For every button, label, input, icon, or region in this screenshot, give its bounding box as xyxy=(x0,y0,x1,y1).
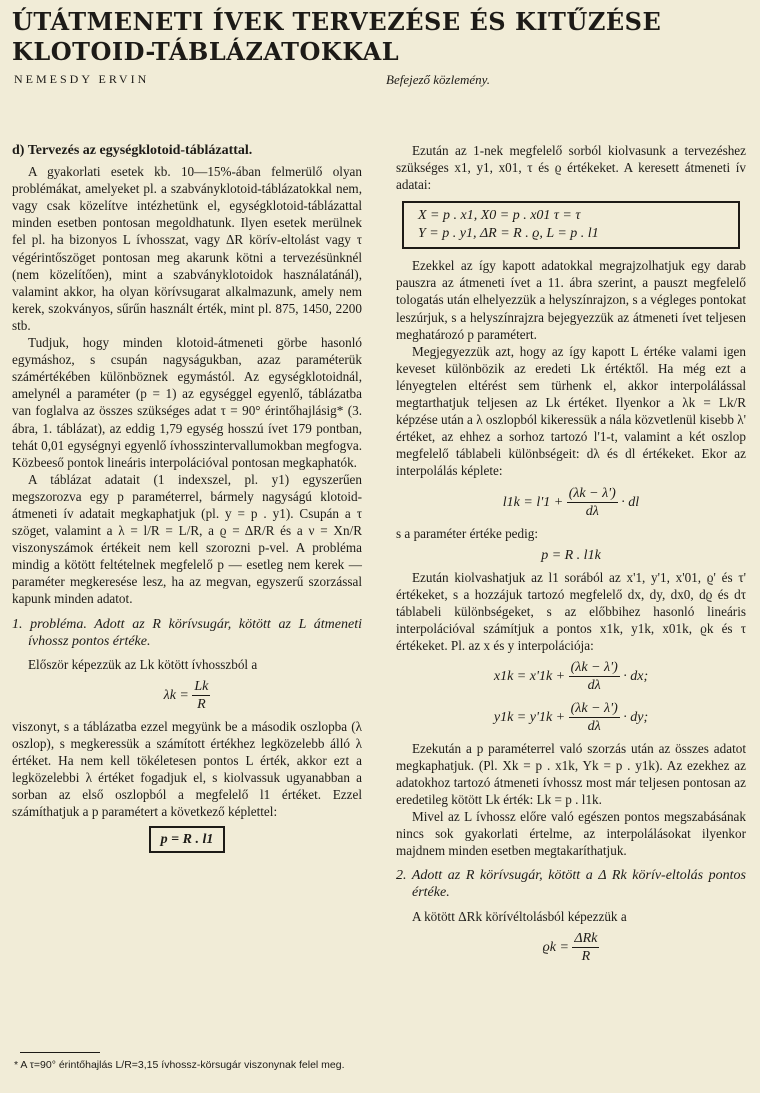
paragraph: Ezekután a p paraméterrel való szorzás után az összes adatot megkaphatjuk. (Pl. Xk = p . x1k, Yk = p . y1k). Az ezekhez az adatokhoz tartozó átmeneti ívhossz most már teljesen pontosan az eredetileg kötött Lk érték: Lk = p . l1k. xyxy=(396,740,746,807)
paragraph: A táblázat adatait (1 indexszel, pl. y1) egyszerűen megszorozva egy p paraméterrel, bármely nagyságú klotoid-átmeneti ív adatait megkaphatjuk (pl. y = p . y1). Csupán a τ szöget, valamint a λ = l/R = L/R, a ϱ = ΔR/R és a ν = Xn/R viszonyszámok értékeit nem kell szorozni p-vel. A probléma mindig a kötött feltételnek megfelelő p — esetleg nem kerek — paraméter megkeresése lesz, ha az megvan, egyszerű szorzással kapunk minden adatot. xyxy=(12,471,362,607)
footnote: * A τ=90° érintőhajlás L/R=3,15 ívhossz-körsugár viszonynak felel meg. xyxy=(14,1059,345,1071)
paragraph: Tudjuk, hogy minden klotoid-átmeneti görbe hasonló egymáshoz, s csupán nagyságukban, azaz paraméterük számértékében különböznek egymástól. Az egységklotoidnál, amelynél a paraméter (p = 1) az egységgel egyenlő, táblázatba van foglalva az összes szükséges adat τ = 90° érintőhajlásig* (3. ábra, 1. táblázat), az eddig 1,79 egység hosszú ívet 179 pontban, tehát 0,01 egységnyi egyenlő ívhosszintervallumokban megfogva. Közbeeső pontok lineáris interpolációval pontosan megkaphatók. xyxy=(12,335,362,470)
paragraph: Ezután az 1-nek megfelelő sorból kiolvasunk a tervezéshez szükséges x1, y1, x01, τ és ϱ értékeket. A keresett átmeneti ív adatai: xyxy=(396,143,746,193)
formula-interpolation-l: l1k = l'1 + $\frac{(\lambda k - \lambda')}{d\lambda}$ · dl xyxy=(502,485,640,519)
section-heading: d) Tervezés az egységklotoid-táblázattal. xyxy=(12,143,253,158)
paragraph: s a paraméter értéke pedig: xyxy=(396,525,539,541)
paragraph: A kötött ΔRk körívéltolásból képezzük a xyxy=(412,908,627,924)
paragraph: Először képezzük az Lk kötött ívhosszból a xyxy=(28,656,258,672)
right-column xyxy=(396,142,746,970)
left-column xyxy=(12,142,362,858)
problem-heading: 2. Adott az R körívsugár, kötött a Δ Rk körív-eltolás pontos értéke. xyxy=(396,868,746,901)
formula-lambda: λk = $\frac{Lk}{R}$ xyxy=(163,678,209,712)
formula-interpolation-y: y1k = y'1k + $\frac{(\lambda k - \lambda')}{d\lambda}$ · dy; xyxy=(493,700,649,734)
formula-p: p = R . l1k xyxy=(541,547,601,563)
paragraph: Ezekkel az így kapott adatokkal megrajzolhatjuk egy darab pauszra az átmeneti ívet a 11. ábra szerint, a pauszt megfelelő tologatás után elhelyezzük a helyszínrajzon, s a végleges pontokat leszúrjuk, s a helyszínrajzra bejegyezzük az átmeneti ívet teljesen meghatározó p paramétert. xyxy=(396,258,746,342)
paragraph: Mivel az L ívhossz előre való egészen pontos megszabásának nincs sok gyakorlati értelme, az interpolálásokat ilyenkor majdnem minden esetben megtakaríthatjuk. xyxy=(396,809,746,859)
formula-p-boxed: p = R . l1 xyxy=(12,826,362,853)
problem-heading: 1. probléma. Adott az R körívsugár, kötött az L átmeneti ívhossz pontos értéke. xyxy=(12,616,362,649)
article-title-line-1: ÚTÁTMENETI ÍVEK TERVEZÉSE ÉS KITŰZÉSE xyxy=(12,7,662,36)
paragraph: A gyakorlati esetek kb. 10—15%-ában felmerülő olyan problémákat, amelyeket pl. a szabványklotoid-táblázatokkal nem, vagy csak közelítve intézhetünk el, egységklotoid-táblázattal minden esetben pontosan megoldhatunk. Ilyen esetek merülnek fel pl. ha bizonyos L ívhosszat, vagy ΔR körív-eltolást vagy τ végérintőszöget pontosan meg akarunk kötni a tervezésünknél (nem közelítően), mint a szabványklotoidok használatánál), valamint akkor, ha olyan körívsugarat alkalmazunk, amely nem kerek, szokványos, sűrűn használt érték, mint pl. 875, 1450, 2200 stb. xyxy=(12,164,362,333)
article-title-line-2: KLOTOID-TÁBLÁZATOKKAL xyxy=(12,37,400,66)
paragraph: viszonyt, s a táblázatba ezzel megyünk be a második oszlopba (λ oszlop), s megkeressük a számított értékhez legközelebb álló λ értéket. Ha nem kell tökéletesen pontos L érték, akkor ezt a legközelebbi λ értéket fogadjuk el, s kiolvassuk ugyanabban a sorban az első oszlopból a megfelelő l1 értéket. Ezzel számíthatjuk a p paramétert a következő képlettel: xyxy=(12,719,362,820)
paragraph: Megjegyezzük azt, hogy az így kapott L értéke valami igen keveset különbözik az eredeti Lk értéktől. Ha még ezt a lényegtelen eltérést sem türhenk el, akkor interpolálással megtarthatjuk teljesen az Lk értéket. Ilyenkor a λk = Lk/R képzése után a λ oszlopból kikeressük a nála közvetlenül kisebb λ' értéket, az ehhez a sorhoz tartozó l'1-t, valamint a két oszlop megfelelő táblabeli különbségeit: dλ és dl értékeket. Ekor az interpolálás képlete: xyxy=(396,343,746,479)
installment-note: Befejező közlemény. xyxy=(386,72,490,87)
formula-rho: ϱk = $\frac{\text{ΔRk}}{R}$ xyxy=(542,930,598,964)
author-name: NEMESDY ERVIN xyxy=(14,72,150,86)
paragraph: Ezután kiolvashatjuk az l1 sorából az x'1, y'1, x'01, ϱ' és τ' értékeket, s a hozzájuk tartozó megfelelő dx, dy, dx0, dϱ és dτ táblabeli különbségeket, s az előbbihez hasonló lineáris interpolációval számítjuk a pontos x1k, y1k, x01k, ϱk és τ értékeket. Pl. az x és y interpolációja: xyxy=(396,569,746,654)
footnote-rule xyxy=(20,1052,100,1053)
formula-box: X = p . x1, X0 = p . x01 τ = τ Y = p . y1, ΔR = R . ϱ, L = p . l1 xyxy=(402,201,740,249)
formula-interpolation-x: x1k = x'1k + $\frac{(\lambda k - \lambda')}{d\lambda}$ · dx; xyxy=(493,660,649,694)
